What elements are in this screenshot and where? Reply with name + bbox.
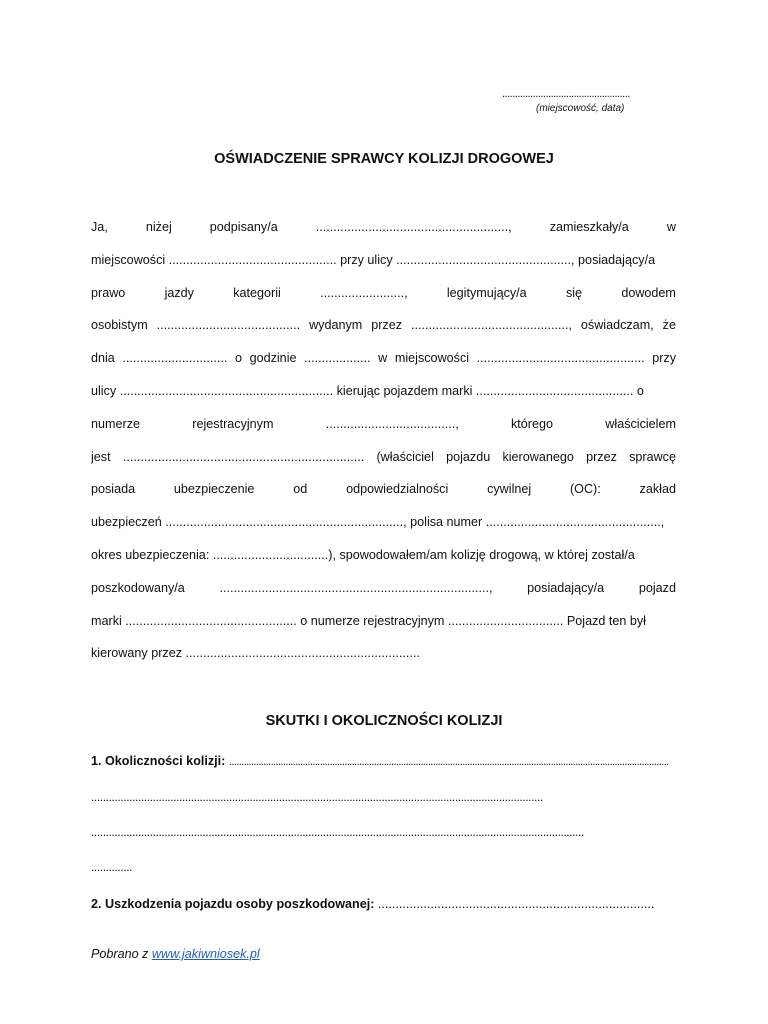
statement-word: (OC): <box>569 482 601 496</box>
statement-line <box>91 384 676 398</box>
statement-word: okres ubezpieczenia: .................................), spowodowałem/am kolizję drogową, w której został/a <box>91 548 635 562</box>
statement-word: ....................................., <box>325 417 459 431</box>
statement-word: legitymujący/a <box>446 286 527 300</box>
section-title: SKUTKI I OKOLICZNOŚCI KOLIZJI <box>265 713 503 729</box>
question-1-label: 1. Okoliczności kolizji: <box>91 754 226 768</box>
statement-word: pojazdu <box>446 450 491 464</box>
statement-word: marki ................................................. o numerze rejestracyjnym ................................. Pojazd ten był <box>91 614 646 628</box>
question-1 <box>91 754 676 768</box>
statement-word: ..................................................................... <box>122 450 365 464</box>
statement-word: ................... <box>304 351 371 365</box>
statement-word: Ja, <box>91 220 108 234</box>
statement-word: ......................................................., <box>315 220 512 234</box>
statement-word: że <box>662 318 676 332</box>
statement-word: się <box>565 286 583 300</box>
question-2-label: 2. Uszkodzenia pojazdu osoby poszkodowanej: <box>91 897 375 911</box>
statement-line <box>91 253 676 267</box>
footer-link[interactable]: www.jakiwniosek.pl <box>151 947 260 961</box>
question-1-line-4: .............. <box>91 860 133 874</box>
statement-word: sprawcę <box>629 450 676 464</box>
statement-word: prawo <box>91 286 126 300</box>
statement-word: .............................. <box>122 351 228 365</box>
statement-line <box>91 581 676 595</box>
statement-word: o <box>234 351 242 365</box>
statement-word: miejscowości <box>394 351 470 365</box>
question-2-dots: ............................................................................... <box>377 897 655 911</box>
statement-word: w <box>378 351 388 365</box>
statement-word: ulicy ............................................................. kierując pojazdem marki ............................................. o <box>91 384 644 398</box>
statement-word: ................................................ <box>476 351 645 365</box>
statement-last-line: kierowany przez ................................................................... <box>91 646 420 660</box>
statement-word: poszkodowany/a <box>91 581 185 595</box>
statement-line <box>91 351 676 365</box>
statement-line <box>91 286 676 300</box>
statement-line <box>91 318 676 332</box>
statement-word: (właściciel <box>376 450 434 464</box>
statement-line <box>91 548 676 562</box>
statement-word: jazdy <box>164 286 194 300</box>
footer-source <box>91 947 260 961</box>
place-date-caption: (miejscowość, data) <box>536 103 625 114</box>
statement-word: właścicielem <box>605 417 676 431</box>
statement-word: odpowiedzialności <box>346 482 449 496</box>
statement-line <box>91 450 676 464</box>
statement-word: ........................, <box>320 286 408 300</box>
statement-word: ubezpieczenie <box>173 482 255 496</box>
statement-word: osobistym <box>91 318 148 332</box>
statement-word: dnia <box>91 351 115 365</box>
place-date-line: .................................................. <box>502 88 630 100</box>
statement-word: ubezpieczeń ...................................................................., polisa numer .................................................., <box>91 515 665 529</box>
statement-word: ............................................., <box>410 318 572 332</box>
statement-line <box>91 515 676 529</box>
statement-word: wydanym <box>309 318 363 332</box>
statement-word: oświadczam, <box>580 318 654 332</box>
statement-word: jest <box>91 450 111 464</box>
statement-line <box>91 220 676 234</box>
statement-word: dowodem <box>621 286 676 300</box>
statement-word: podpisany/a <box>209 220 278 234</box>
statement-word: kategorii <box>233 286 281 300</box>
statement-line <box>91 417 676 431</box>
statement-word: przez <box>586 450 617 464</box>
statement-word: rejestracyjnym <box>192 417 274 431</box>
statement-word: posiada <box>91 482 136 496</box>
document-title: OŚWIADCZENIE SPRAWCY KOLIZJI DROGOWEJ <box>214 151 554 167</box>
question-2 <box>91 897 681 911</box>
statement-word: cywilnej <box>487 482 532 496</box>
statement-word: którego <box>511 417 554 431</box>
statement-word: zamieszkały/a <box>549 220 629 234</box>
question-1-line-2: .......................................................................................................................................................... <box>91 790 543 804</box>
statement-word: kierowanego <box>502 450 574 464</box>
statement-word: ......................................... <box>156 318 301 332</box>
statement-word: niżej <box>145 220 172 234</box>
statement-word: przy <box>652 351 676 365</box>
statement-word: od <box>293 482 308 496</box>
footer-prefix: Pobrano z <box>91 947 152 961</box>
question-1-dots: ................................................................................................................................................................................... <box>228 756 669 768</box>
statement-word: posiadający/a <box>527 581 605 595</box>
statement-word: przez <box>371 318 403 332</box>
statement-line <box>91 614 676 628</box>
statement-word: ............................................................................., <box>219 581 493 595</box>
statement-word: godzinie <box>249 351 297 365</box>
question-1-line-3: ........................................................................................................................................................................ <box>91 825 584 839</box>
statement-word: pojazd <box>638 581 676 595</box>
statement-line <box>91 482 676 496</box>
statement-word: numerze <box>91 417 140 431</box>
statement-word: zakład <box>639 482 676 496</box>
statement-word: miejscowości ................................................ przy ulicy .................................................., posiadający/a <box>91 253 656 267</box>
statement-word: w <box>666 220 676 234</box>
